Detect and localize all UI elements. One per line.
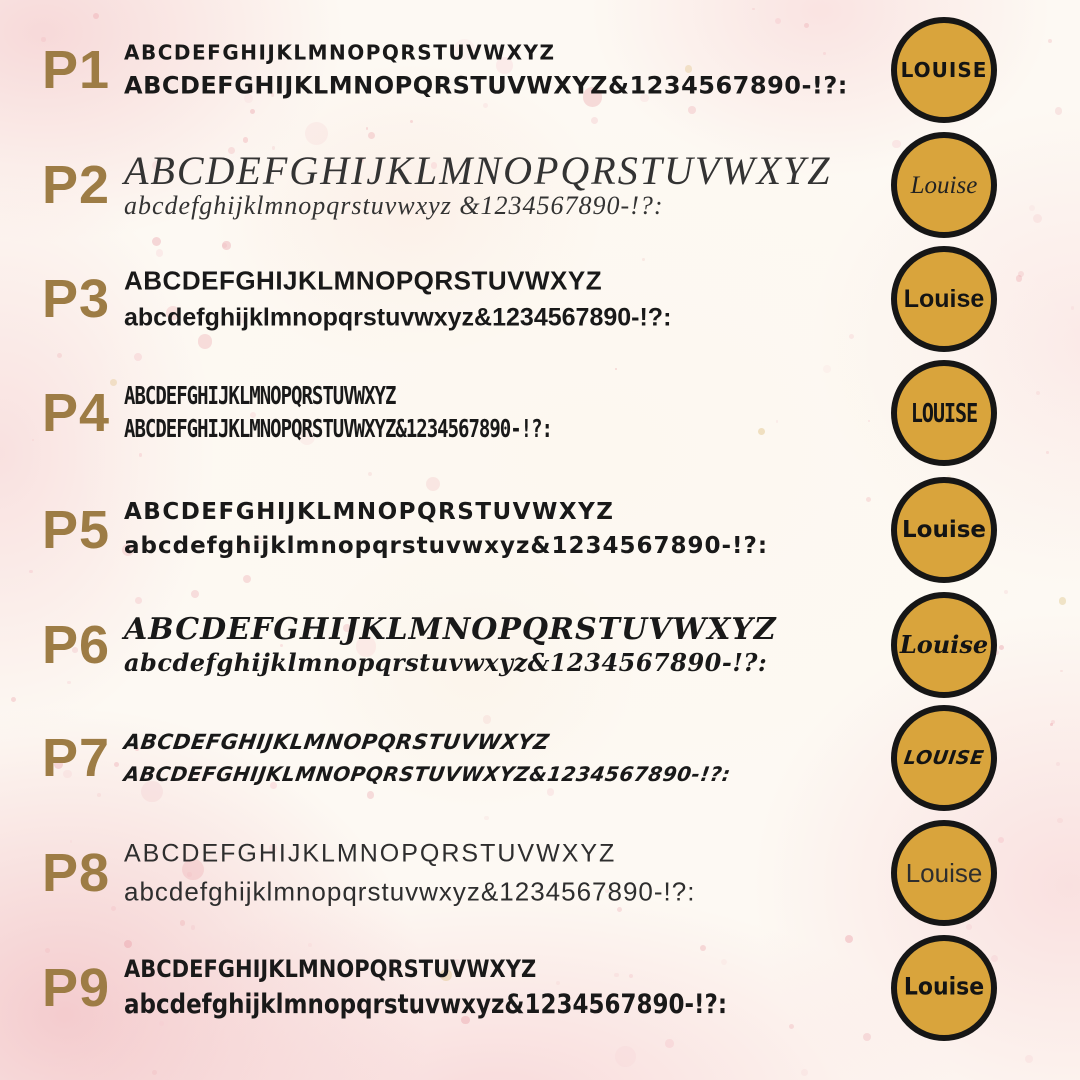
font-row-label: P8	[42, 843, 111, 903]
lowercase-numbers-specimen: abcdefghijklmnopqrstuvwxyz&1234567890-!?:	[124, 533, 769, 560]
uppercase-specimen: ABCDEFGHIJKLMNOPQRSTUVWXYZ	[124, 381, 396, 411]
lowercase-numbers-specimen: abcdefghijklmnopqrstuvwxyz&1234567890-!?:	[124, 648, 768, 677]
uppercase-specimen: ABCDEFGHIJKLMNOPQRSTUVWXYZ	[124, 612, 777, 647]
font-specimen	[124, 731, 731, 785]
font-badge-circle	[891, 935, 997, 1041]
font-row-label: P9	[42, 958, 111, 1018]
lowercase-numbers-specimen: abcdefghijklmnopqrstuvwxyz &1234567890-!?:	[124, 191, 664, 220]
uppercase-specimen: ABCDEFGHIJKLMNOPQRSTUVWXYZ	[124, 148, 832, 193]
font-badge-circle	[891, 820, 997, 926]
lowercase-numbers-specimen: ABCDEFGHIJKLMNOPQRSTUVWXYZ&1234567890-!?:	[124, 71, 848, 100]
lowercase-numbers-specimen: ABCDEFGHIJKLMNOPQRSTUVWXYZ&1234567890-!?:	[124, 414, 552, 444]
font-badge-circle	[891, 246, 997, 352]
font-badge-name: Louise	[903, 284, 985, 313]
font-row-label: P3	[42, 269, 111, 329]
lowercase-numbers-specimen: abcdefghijklmnopqrstuvwxyz&1234567890-!?:	[124, 875, 696, 906]
font-specimen	[124, 840, 695, 905]
font-badge-circle	[891, 705, 997, 811]
font-badge-name: LOUISE	[902, 746, 986, 769]
font-row-label: P5	[42, 500, 111, 560]
uppercase-specimen: ABCDEFGHIJKLMNOPQRSTUVWXYZ	[124, 954, 537, 983]
uppercase-specimen: ABCDEFGHIJKLMNOPQRSTUVWXYZ	[124, 40, 556, 65]
font-row-label: P4	[42, 383, 111, 443]
font-badge-circle	[891, 360, 997, 466]
font-badge-circle	[891, 132, 997, 238]
font-row-label: P2	[42, 155, 111, 215]
uppercase-specimen: ABCDEFGHIJKLMNOPQRSTUVWXYZ	[124, 499, 615, 526]
font-badge-circle	[891, 17, 997, 123]
lowercase-numbers-specimen: ABCDEFGHIJKLMNOPQRSTUVWXYZ&1234567890-!?:	[122, 762, 733, 787]
font-badge-name: Louise	[903, 973, 985, 1002]
font-badge-name: Louise	[901, 516, 986, 543]
font-row-label: P7	[42, 728, 111, 788]
lowercase-numbers-specimen: abcdefghijklmnopqrstuvwxyz&1234567890-!?:	[124, 989, 728, 1020]
font-row-label: P6	[42, 615, 111, 675]
font-specimen	[124, 500, 768, 560]
font-specimen	[124, 266, 671, 331]
font-badge-circle	[891, 477, 997, 583]
font-badge-name: Louise	[910, 171, 978, 199]
font-badge-name: LOUISE	[900, 58, 988, 82]
font-badge-name: LOUISE	[910, 397, 978, 429]
font-row-label: P1	[42, 40, 111, 100]
uppercase-specimen: ABCDEFGHIJKLMNOPQRSTUVWXYZ	[122, 729, 551, 754]
lowercase-numbers-specimen: abcdefghijklmnopqrstuvwxyz&1234567890-!?:	[124, 303, 672, 332]
font-badge-name: Louise	[899, 630, 989, 659]
font-specimen	[124, 954, 728, 1020]
uppercase-specimen: ABCDEFGHIJKLMNOPQRSTUVWXYZ	[124, 839, 617, 868]
font-badge-name: Louise	[905, 858, 983, 888]
font-specimen	[124, 381, 552, 444]
uppercase-specimen: ABCDEFGHIJKLMNOPQRSTUVWXYZ	[124, 265, 603, 296]
font-badge-circle	[891, 592, 997, 698]
font-specimen	[124, 41, 848, 98]
font-specimen	[124, 612, 777, 677]
font-specimen	[124, 148, 832, 220]
